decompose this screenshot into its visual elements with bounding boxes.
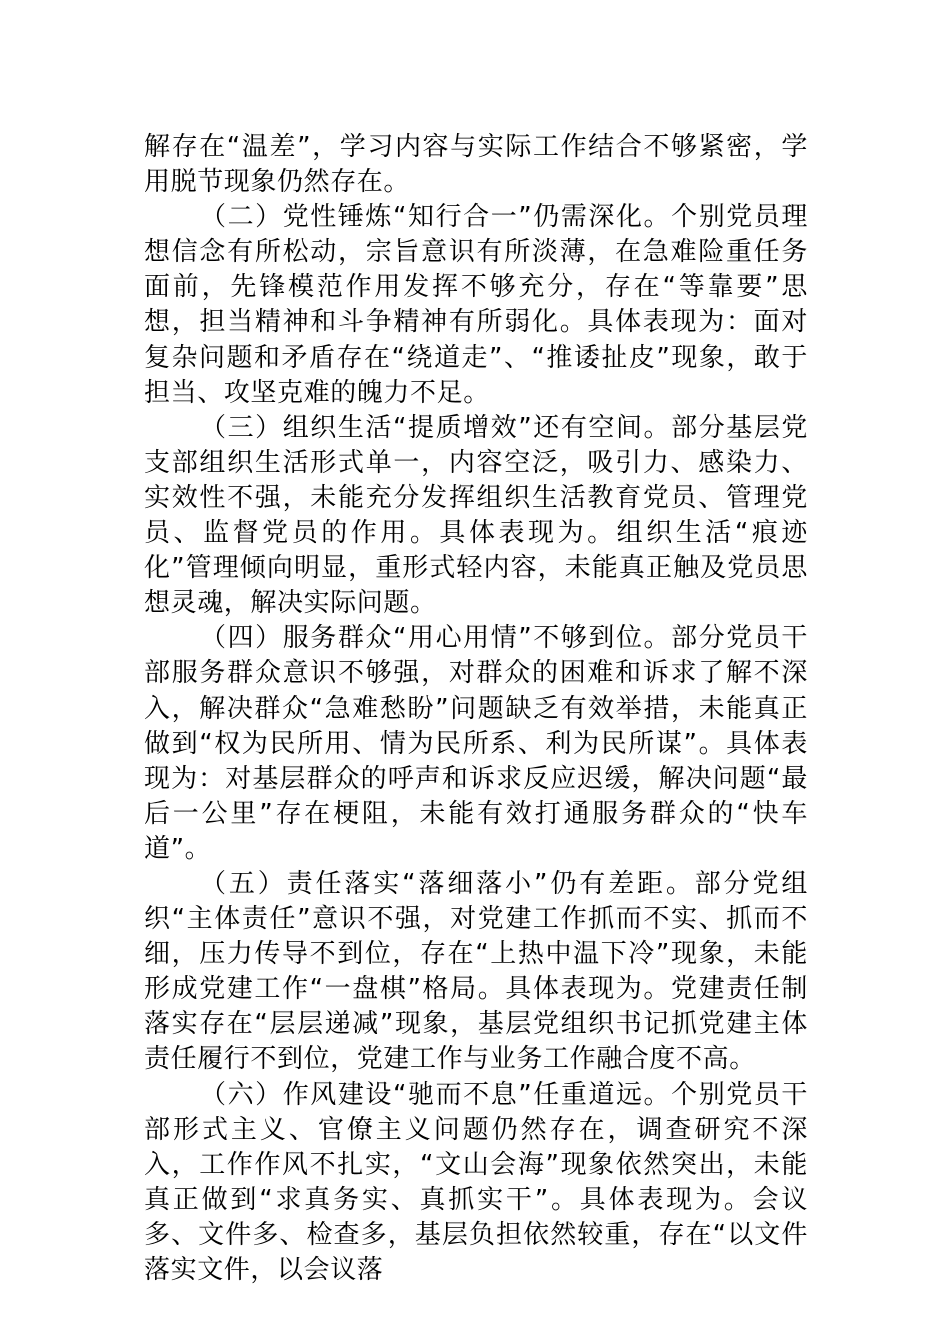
paragraph-organizational-life: （三）组织生活“提质增效”还有空间。部分基层党支部组织生活形式单一，内容空泛，吸引力、感染力、实效性不强，未能充分发挥组织生活教育党员、管理党员、监督党员的作用。具体表现为。组织生活“痕迹化”管理倾向明显，重形式轻内容，未能真正触及党员思想灵魂，解决实际问题。: [144, 412, 808, 619]
paragraph-responsibility: （五）责任落实“落细落小”仍有差距。部分党组织“主体责任”意识不强，对党建工作抓而不实、抓而不细，压力传导不到位，存在“上热中温下冷”现象，未能形成党建工作“一盘棋”格局。具体表现为。党建责任制落实存在“层层递减”现象，基层党组织书记抓党建主体责任履行不到位，党建工作与业务工作融合度不高。: [144, 868, 808, 1075]
document-body: [144, 130, 808, 1288]
paragraph-work-style: （六）作风建设“驰而不息”任重道远。个别党员干部形式主义、官僚主义问题仍然存在，调查研究不深入，工作作风不扎实，“文山会海”现象依然突出，未能真正做到“求真务实、真抓实干”。具体表现为。会议多、文件多、检查多，基层负担依然较重，存在“以文件落实文件，以会议落: [144, 1079, 808, 1285]
paragraph-serving-masses: （四）服务群众“用心用情”不够到位。部分党员干部服务群众意识不够强，对群众的困难和诉求了解不深入，解决群众“急难愁盼”问题缺乏有效举措，未能真正做到“权为民所用、情为民所系、利为民所谋”。具体表现为：对基层群众的呼声和诉求反应迟缓，解决问题“最后一公里”存在梗阻，未能有效打通服务群众的“快车道”。: [144, 623, 808, 864]
paragraph-party-spirit: （二）党性锤炼“知行合一”仍需深化。个别党员理想信念有所松动，宗旨意识有所淡薄，在急难险重任务面前，先锋模范作用发挥不够充分，存在“等靠要”思想，担当精神和斗争精神有所弱化。具体表现为：面对复杂问题和矛盾存在“绕道走”、“推诿扯皮”现象，敢于担当、攻坚克难的魄力不足。: [144, 202, 808, 408]
paragraph-continuation: 解存在“温差”，学习内容与实际工作结合不够紧密，学用脱节现象仍然存在。: [144, 132, 808, 198]
